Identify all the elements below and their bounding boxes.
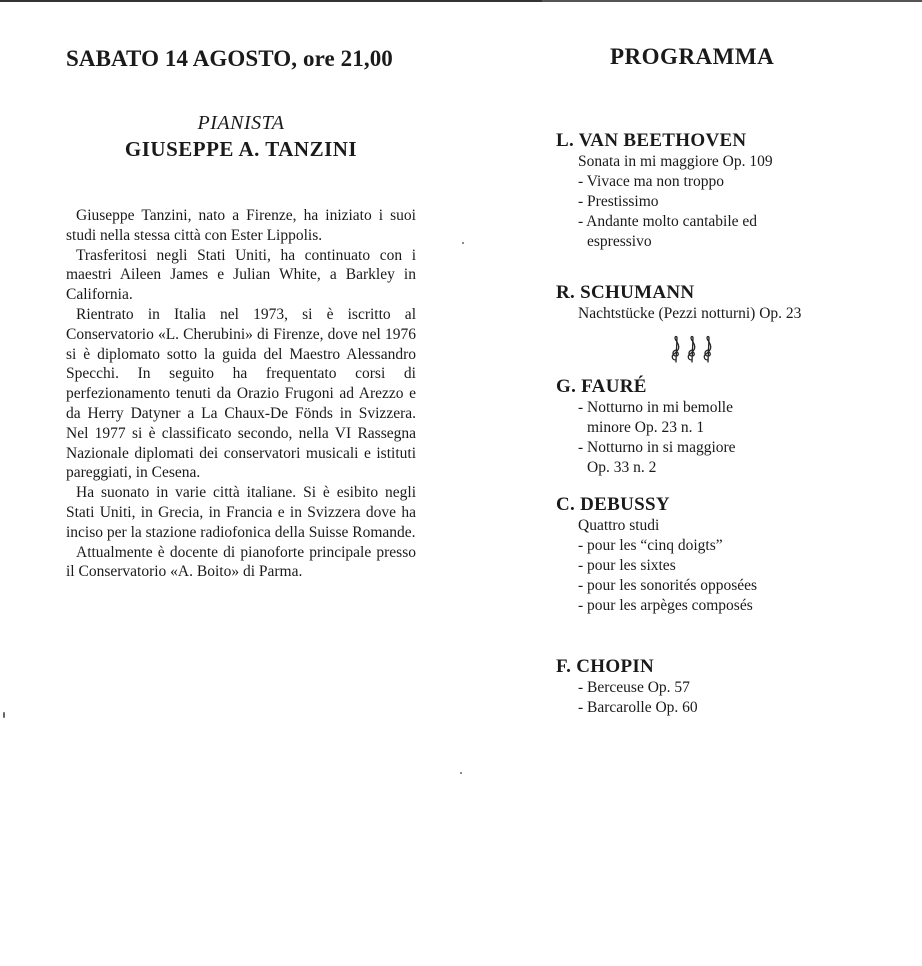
scan-speck bbox=[3, 712, 5, 718]
performer-biography bbox=[66, 206, 416, 582]
work-title: Quattro studi bbox=[578, 517, 660, 534]
composer-section-chopin bbox=[556, 656, 896, 718]
composer-name: L. VAN BEETHOVEN bbox=[556, 130, 747, 151]
performer-name: GIUSEPPE A. TANZINI bbox=[124, 137, 358, 161]
program-title: PROGRAMMA bbox=[610, 44, 775, 69]
work-item: - Notturno in mi bemolle bbox=[578, 399, 733, 416]
right-page bbox=[556, 40, 896, 718]
composer-section-faure bbox=[556, 376, 896, 478]
composer-section-debussy bbox=[556, 494, 896, 616]
movement-item: - Prestissimo bbox=[578, 193, 659, 210]
composer-name: C. DEBUSSY bbox=[556, 494, 670, 515]
performer-role: PIANISTA bbox=[197, 112, 285, 134]
work-item: - Barcarolle Op. 60 bbox=[578, 699, 698, 716]
bio-paragraph: Attualmente è docente di pianoforte principale presso il Conservatorio «A. Boito» di Parma. bbox=[66, 543, 416, 581]
scan-top-edge bbox=[0, 0, 922, 6]
bio-paragraph: Giuseppe Tanzini, nato a Firenze, ha iniziato i suoi studi nella stessa città con Ester Lippolis. bbox=[66, 207, 416, 244]
bio-paragraph: Rientrato in Italia nel 1973, si è iscritto al Conservatorio «L. Cherubini» di Firenze, dove nel 1976 si è diplomato sotto la guida del Maestro Alessandro Specchi. In seguito ha frequentato corsi di perfezionamento tenuti da Orazio Frugoni ad Arezzo e da Herry Datyner a La Chaux-De Fönds in Svizzera. Nel 1977 si è classificato secondo, nella VI Rassegna Nazionale diplomati dei conservatori musicali e istituti pareggiati, in Cesena. bbox=[66, 305, 416, 482]
work-item: - Notturno in si maggiore bbox=[578, 439, 736, 456]
work-title: Nachtstücke (Pezzi notturni) Op. 23 bbox=[578, 305, 802, 322]
composer-name: G. FAURÉ bbox=[556, 376, 647, 397]
scan-speck bbox=[462, 242, 464, 244]
movement-item: - pour les arpèges composés bbox=[578, 597, 753, 614]
scan-speck bbox=[460, 772, 462, 774]
work-item: - Berceuse Op. 57 bbox=[578, 679, 690, 696]
composer-name: F. CHOPIN bbox=[556, 656, 655, 677]
treble-clef-trio-icon bbox=[668, 334, 716, 364]
left-page bbox=[66, 40, 416, 582]
composer-section-schumann bbox=[556, 282, 896, 324]
bio-paragraph: Trasferitosi negli Stati Uniti, ha continuato con i maestri Aileen James e Julian White, a Barkley in California. bbox=[66, 246, 416, 304]
bio-paragraph: Ha suonato in varie città italiane. Si è esibito negli Stati Uniti, in Grecia, in Francia e in Svizzera dove ha inciso per la stazione radiofonica della Suisse Romande. bbox=[66, 484, 416, 541]
work-item-continued: Op. 33 n. 2 bbox=[587, 459, 657, 476]
movement-item: - Andante molto cantabile ed bbox=[578, 213, 758, 230]
movement-item: - Vivace ma non troppo bbox=[578, 173, 724, 190]
work-item-continued: minore Op. 23 n. 1 bbox=[587, 419, 705, 436]
treble-clef-trio-icon bbox=[556, 334, 896, 364]
movement-item: - pour les sonorités opposées bbox=[578, 577, 758, 594]
work-title: Sonata in mi maggiore Op. 109 bbox=[578, 153, 773, 170]
concert-date-title: SABATO 14 AGOSTO, ore 21,00 bbox=[66, 46, 393, 71]
composer-section-beethoven bbox=[556, 130, 896, 252]
composer-name: R. SCHUMANN bbox=[556, 282, 695, 303]
movement-item: - pour les sixtes bbox=[578, 557, 676, 574]
movement-item-continued: espressivo bbox=[587, 233, 652, 250]
movement-item: - pour les “cinq doigts” bbox=[578, 537, 723, 554]
